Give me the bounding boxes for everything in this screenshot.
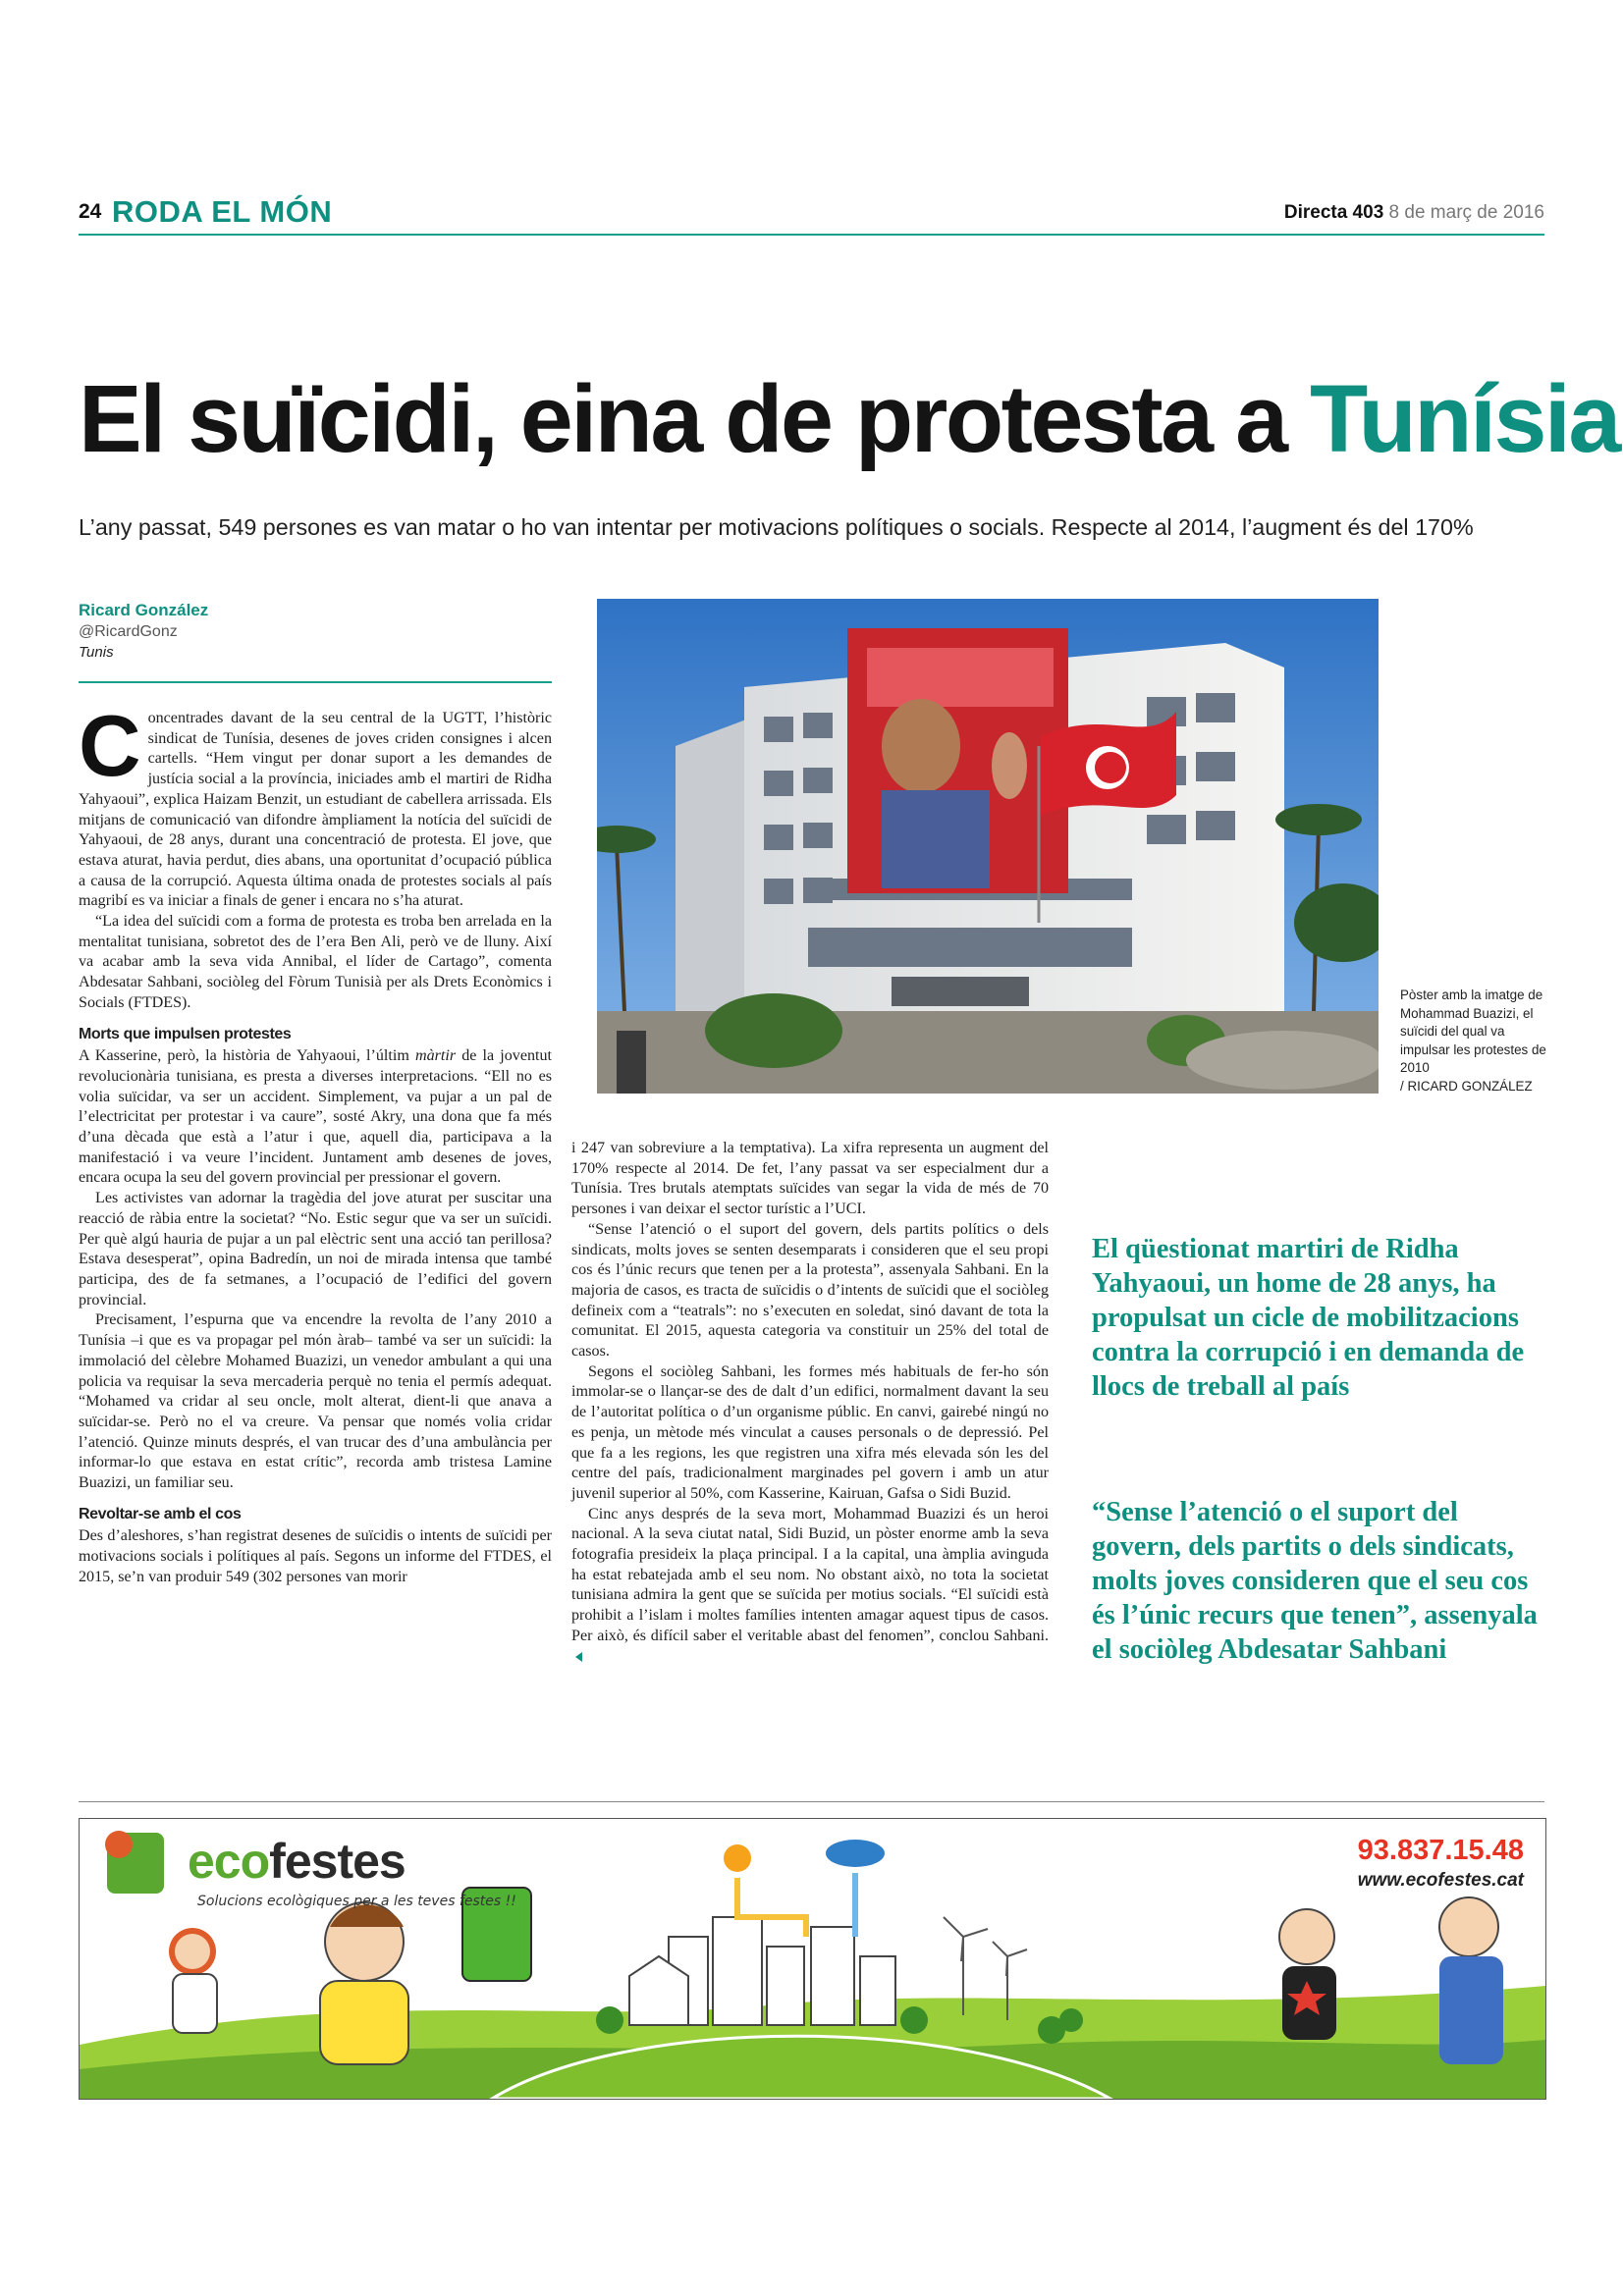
- headline-highlight: Tunísia: [1309, 365, 1619, 472]
- photo-illustration: [597, 599, 1379, 1094]
- pull-quote: “Sense l’atenció o el suport del govern, dels partits o dels sindicats, molts joves consideren que el seu cos és l’únic recurs que tenen”, assenyala el sociòleg Abdesatar Sahbani: [1092, 1497, 1538, 1665]
- caption-text: Pòster amb la imatge de Mohammad Buazizi, el suïcidi del qual va impulsar les protestes de 2010: [1400, 988, 1546, 1075]
- paragraph: Precisament, l’espurna que va encendre la revolta de l’any 2010 a Tunísia –i que es va propagar pel món àrab– també va ser un suïcidi: la immolació del cèlebre Mohamed Buazizi, un venedor ambulant a qui una policia va requisar la seva mercaderia perquè no tenia el permís adequat. “Mohamed va cridar al seu oncle, molt alterat, dient-li que anava a suïcidar-se. Però no el va creure. Va pensar que només volia cridar l’atenció. Quinze minuts després, el van trucar des d’una ambulància per informar-lo que estava en estat crític”, recorda amb tristesa Lamine Buazizi, un familiar seu.: [79, 1311, 552, 1492]
- issue-date: 8 de març de 2016: [1388, 202, 1544, 223]
- paragraph: “Sense l’atenció o el suport del govern, dels partits polítics o dels sindicats, molts joves se senten desemparats i consideren que el seu propi cos és l’únic recurs que tenen per a la protesta”, assenyala Sahbani. En la majoria de casos, es tracta de suïcidis o d’intents de suïcidi que el sociòleg defineix com a “teatrals”: no s’executen en soledat, sinó davant de tota la comunitat. El 2015, aquesta categoria va constituir un 25% del total de casos.: [571, 1220, 1049, 1361]
- standfirst: L’any passat, 549 persones es van matar o ho van intentar per motivacions polítiques o socials. Respecte al 2014, l’augment és del 170%: [79, 514, 1474, 540]
- header-rule: [79, 234, 1544, 236]
- body-column-1: [79, 697, 553, 1588]
- end-mark-icon: [575, 1652, 582, 1662]
- article-photo: [597, 599, 1379, 1094]
- paragraph: [79, 1046, 552, 1189]
- ad-website-link[interactable]: www.ecofestes.cat: [1357, 1870, 1524, 1891]
- emphasis: màrtir: [414, 1047, 457, 1065]
- ad-brand-rest: festes: [269, 1834, 406, 1889]
- paragraph: [571, 1505, 1049, 1668]
- paragraph: Les activistes van adornar la tragèdia del jove aturat per suscitar una reacció de ràbia entre la societat? “No. Estic segur que va ser un suïcidi. Per què algú hauria de pujar a un pal elèctric sent una acció tan perillosa? Estava desesperat”, opina Badredín, un noi de mirada intensa que també participa, des de fa setmanes, a l’ocupació de l’edifici del govern provincial.: [79, 1190, 552, 1308]
- author-handle: @RicardGonz: [79, 623, 178, 640]
- headline: [79, 365, 1619, 472]
- pull-quote: El qüestionat martiri de Ridha Yahyaoui, un home de 28 anys, ha propulsat un cicle de mobilitzacions contra la corrupció i en demanda de llocs de treball al país: [1092, 1234, 1525, 1402]
- advertisement[interactable]: [79, 1818, 1546, 2100]
- headline-main: El suïcidi, eina de protesta a: [79, 365, 1310, 472]
- ad-brand-eco: eco: [188, 1834, 270, 1889]
- paragraph-text: de la joventut revolucionària tunisiana, es presta a diverses interpretacions. “Ell no es volia suïcidar, va ser un accident. Simplement, va pujar a un pal de l’electricitat per protestar i va caure”, sosté Akry, una dona que fa més d’una dècada que està a l’atur i que, aquell dia, participava a la manifestació i va veure l’incident. Juntament amb desenes de joves, encara ocupa la seu del govern provincial per pressionar el govern.: [79, 1047, 553, 1187]
- photo-caption: [1400, 987, 1547, 1095]
- paragraph-text: A Kasserine, però, la història de Yahyaoui, l’últim: [79, 1047, 415, 1065]
- dateline-place: Tunis: [79, 644, 114, 661]
- paragraph: Segons el sociòleg Sahbani, les formes més habituals de fer-ho són immolar-se o llançar-se des de dalt d’un edifici, normalment davant la seu de l’autoritat política o d’un organisme públic. En canvi, gairebé ningú no es penja, un mètode més vinculat a causes personals o de depressió. Pel que fa a les regions, les que registren una xifra més elevada són les del centre del país, tradicionalment marginades pel govern i amb un atur juvenil superior al 50%, com Kasserine, Kairuan, Gafsa o Sidi Buzid.: [571, 1362, 1049, 1502]
- paragraph: [79, 697, 552, 912]
- byline-rule: [79, 681, 552, 683]
- ad-phone-number[interactable]: 93.837.15.48: [1357, 1835, 1524, 1866]
- subheading: Morts que impulsen protestes: [79, 1025, 292, 1042]
- page-number: 24: [79, 200, 102, 223]
- ad-tagline: Solucions ecològiques per a les teves festes !!: [197, 1894, 516, 1909]
- photo-credit: / RICARD GONZÁLEZ: [1400, 1078, 1533, 1094]
- section-title: RODA EL MÓN: [112, 194, 333, 229]
- paragraph: “La idea del suïcidi com a forma de protesta es troba ben arrelada en la mentalitat tunisiana, sobretot des de l’era Ben Ali, però ve de lluny. Així va acabar amb la seva vida Annibal, el líder de Cartago”, comenta Abdesatar Sahbani, sociòleg del Fòrum Tunisià per als Drets Econòmics i Socials (FTDES).: [79, 913, 552, 1011]
- footer-rule: [79, 1801, 1544, 1802]
- paragraph: i 247 van sobreviure a la temptativa). La xifra representa un augment del 170% respecte al 2014. De fet, l’any passat va ser especialment dur a Tunísia. Tres brutals atemptats suïcides van segar la vida de més de 70 persones i van deixar el sector turístic a l’UCI.: [571, 1140, 1049, 1218]
- body-column-2: [571, 1139, 1049, 1667]
- byline: [79, 601, 550, 661]
- author-name: Ricard González: [79, 601, 209, 619]
- paragraph-text: oncentrades davant de la seu central de la UGTT, l’històric sindicat de Tunísia, desenes de joves criden consignes i alcen cartells. “Hem vingut per donar suport a les demandes de justícia social a la província, iniciades amb el martiri de Ridha Yahyaoui”, explica Haizam Benzit, un estudiant de cabellera arrissada. Els mitjans de comunicació van difondre àmpliament la notícia del suïcidi de Yahyaoui, de 28 anys, durant una concentració de protesta. El jove, que estava aturat, havia perdut, dies abans, una oportunitat d’ocupació pública a causa de la corrupció. Aquesta última onada de protestes socials al país magribí es va iniciar a finals de gener i encara no s’ha aturat.: [79, 710, 552, 910]
- publication-name: Directa 403: [1283, 202, 1384, 223]
- drop-cap: C: [79, 697, 141, 794]
- paragraph-text: Cinc anys després de la seva mort, Mohammad Buazizi és un heroi nacional. A la seva ciutat natal, Sidi Buzid, un pòster enorme amb la seva fotografia presideix la plaça principal. I a la capital, una àmplia avinguda ha estat rebatejada amb el seu nom. No obstant això, no tota la societat tunisiana admira la gent que se suïcida per motius socials. “El suïcidi està prohibit a l’islam i moltes famílies intenten amagar aquest tipus de casos. Per això, és difícil saber el veritable abast del fenomen”, conclou Sahbani.: [571, 1505, 1049, 1644]
- ad-brand-logo: [188, 1833, 406, 1890]
- subheading: Revoltar-se amb el cos: [79, 1505, 242, 1522]
- paragraph: Des d’aleshores, s’han registrat desenes de suïcidis o intents de suïcidi per motivacions socials i polítiques al país. Segons un informe del FTDES, el 2015, se’n van produir 549 (302 persones van morir: [79, 1527, 552, 1585]
- issue-info: [1284, 202, 1544, 224]
